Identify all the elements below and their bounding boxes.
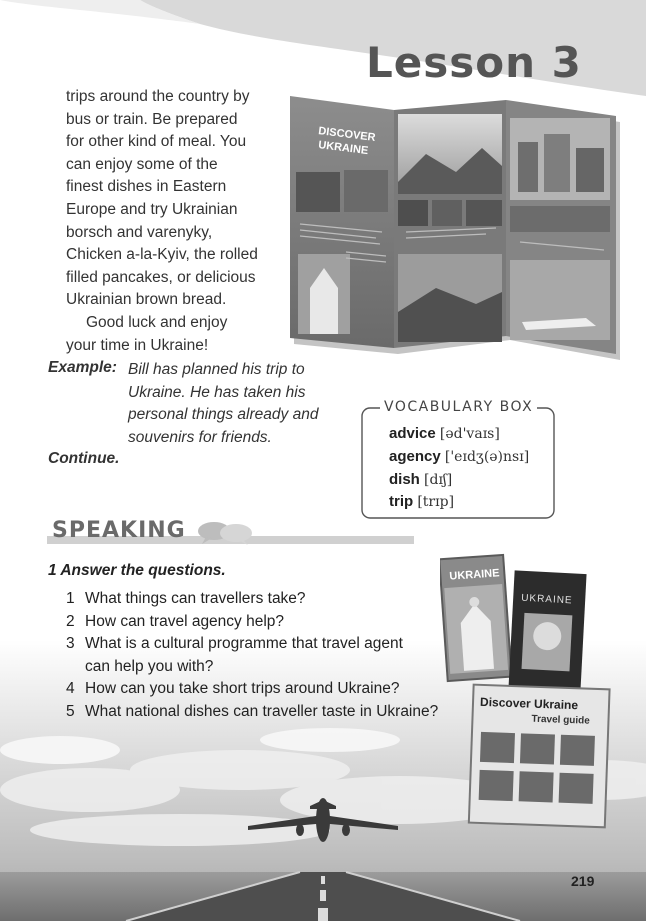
vocabulary-item xyxy=(389,469,529,492)
question-text-continuation: can help you with? xyxy=(85,657,214,675)
reading-line: filled pancakes, or delicious xyxy=(66,268,256,286)
reading-line: Europe and try Ukrainian xyxy=(66,200,238,218)
question-number: 5 xyxy=(66,702,75,720)
question-text: What is a cultural programme that travel agent xyxy=(85,635,403,653)
vocabulary-item xyxy=(389,423,529,446)
vocabulary-word: dish xyxy=(389,470,420,488)
question-item xyxy=(66,678,486,701)
vocabulary-list xyxy=(389,423,529,514)
book1-title: UKRAINE xyxy=(449,567,500,583)
vocabulary-item xyxy=(389,491,529,514)
reading-line: borsch and varenyky, xyxy=(66,223,213,241)
example-line: Bill has planned his trip to xyxy=(128,361,305,378)
reading-text xyxy=(66,86,286,357)
task-title: Answer the questions. xyxy=(60,562,226,579)
task-heading xyxy=(48,562,226,580)
brochure-title-line1: DISCOVER xyxy=(317,125,377,144)
vocabulary-box-title: VOCABULARY BOX xyxy=(380,399,537,415)
reading-line: bus or train. Be prepared xyxy=(66,110,238,128)
question-item xyxy=(66,611,486,634)
vocabulary-word: agency xyxy=(389,447,441,465)
question-text: How can travel agency help? xyxy=(85,612,285,630)
vocabulary-word: trip xyxy=(389,493,414,511)
reading-line: Good luck and enjoy xyxy=(86,313,228,331)
page-number: 219 xyxy=(571,873,595,889)
example-line: Ukraine. He has taken his xyxy=(128,383,306,401)
question-text: What things can travellers take? xyxy=(85,590,306,607)
question-item xyxy=(66,701,486,724)
reading-line: Chicken a-la-Kyiv, the rolled xyxy=(66,246,258,264)
question-number: 4 xyxy=(66,680,75,698)
book2-title: UKRAINE xyxy=(520,592,573,607)
travel-guide-books-image xyxy=(440,552,615,832)
book3-subtitle: Travel guide xyxy=(531,713,591,727)
reading-line: Ukrainian brown bread. xyxy=(66,291,227,309)
speaking-heading: SPEAKING xyxy=(52,518,186,543)
task-number: 1 xyxy=(48,562,57,579)
reading-line: for other kind of meal. You xyxy=(66,133,247,151)
question-number: 2 xyxy=(66,612,75,630)
reading-line: can enjoy some of the xyxy=(66,155,218,173)
question-text: How can you take short trips around Ukraine? xyxy=(85,680,400,698)
vocabulary-transcription: [əd'vaɪs] xyxy=(439,426,500,442)
book3-title: Discover Ukraine xyxy=(479,694,579,713)
vocabulary-transcription: [dɪʃ] xyxy=(424,471,453,488)
question-text: What national dishes can traveller taste in Ukraine? xyxy=(85,702,439,720)
lesson-title: Lesson 3 xyxy=(366,38,582,87)
reading-line: finest dishes in Eastern xyxy=(66,178,227,196)
example-text xyxy=(128,359,343,449)
travel-brochure-image xyxy=(286,92,622,370)
vocabulary-transcription: ['eɪdʒ(ə)nsɪ] xyxy=(444,448,530,465)
example-line: personal things already and xyxy=(128,406,319,424)
vocabulary-word: advice xyxy=(389,425,436,442)
vocabulary-transcription: [trɪp] xyxy=(417,494,455,511)
continue-label: Continue. xyxy=(48,450,120,467)
example-label: Example: xyxy=(48,359,117,376)
vocabulary-item xyxy=(389,446,529,469)
question-item xyxy=(66,633,486,678)
reading-line: your time in Ukraine! xyxy=(66,336,209,354)
reading-line: trips around the country by xyxy=(66,88,250,105)
example-line: souvenirs for friends. xyxy=(128,428,272,446)
question-number: 1 xyxy=(66,590,75,607)
question-item xyxy=(66,588,486,611)
speech-bubbles-icon xyxy=(196,520,254,546)
question-number: 3 xyxy=(66,635,75,653)
questions-list xyxy=(66,588,486,724)
brochure-title-line2: UKRAINE xyxy=(317,139,369,158)
